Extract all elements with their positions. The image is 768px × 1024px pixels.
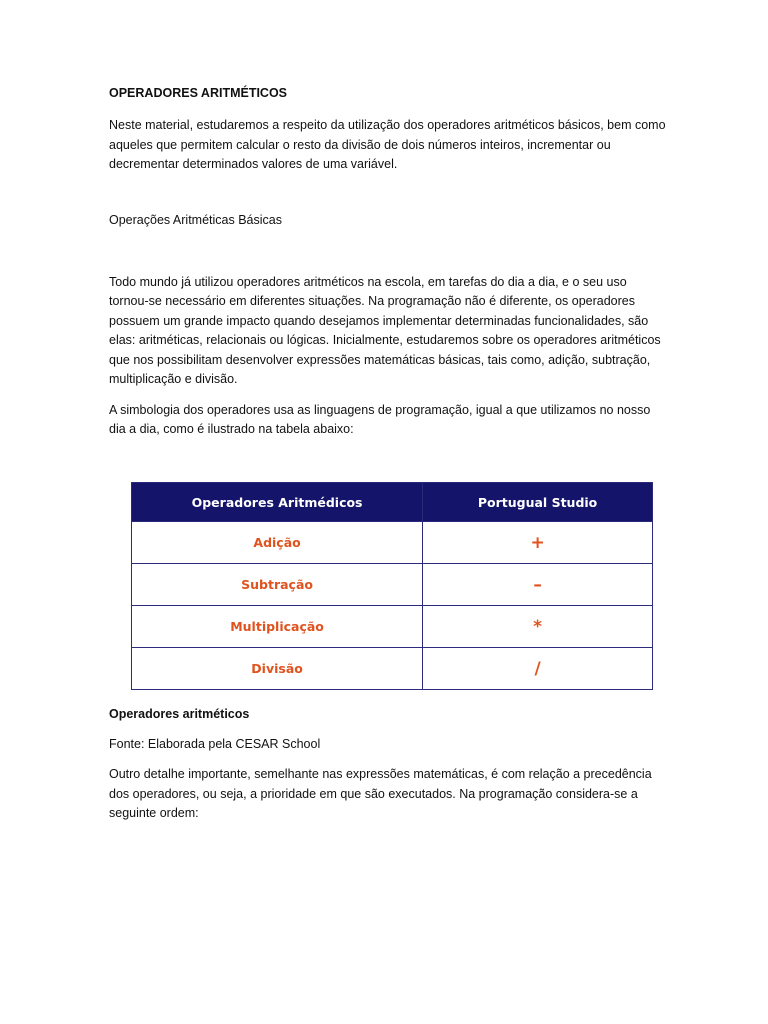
body-paragraph-1: Todo mundo já utilizou operadores aritméticos na escola, em tarefas do dia a dia, e o seu uso tornou-se necessário em diferentes situações. Na programação não é diferente, os operadores possuem um grande impacto quando desejamos implementar determinadas funcionalidades, são elas: aritméticas, relacionais ou lógicas. Inicialmente, estudaremos sobre os operadores aritméticos que nos possibilitam desenvolver expressões matemáticas básicas, tais como, adição, subtração, multiplicação e divisão.	[109, 274, 661, 386]
document-body-continued	[109, 705, 669, 824]
table-row	[132, 606, 653, 648]
table-header-operators: Operadores Aritmédicos	[132, 483, 423, 522]
body-paragraph-3: Outro detalhe importante, semelhante nas expressões matemáticas, é com relação a precedência dos operadores, ou seja, a prioridade em que são executados. Na programação considera-se a seguinte ordem:	[109, 767, 652, 820]
table-header-studio: Portugual Studio	[423, 483, 653, 522]
table-cell-operator-symbol: /	[423, 648, 653, 690]
document-body	[109, 84, 669, 480]
table-cell-operator-symbol: *	[423, 606, 653, 648]
intro-paragraph: Neste material, estudaremos a respeito da utilização dos operadores aritméticos básicos, bem como aqueles que permitem calcular o resto da divisão de dois números inteiros, incrementar ou decrementar determinados valores de uma variável.	[109, 118, 666, 171]
body-paragraph-2: A simbologia dos operadores usa as linguagens de programação, igual a que utilizamos no nosso dia a dia, como é ilustrado na tabela abaixo:	[109, 402, 651, 436]
operators-table	[131, 482, 653, 690]
table-row	[132, 648, 653, 690]
table-header-row	[132, 483, 653, 522]
section-heading: Operações Aritméticas Básicas	[109, 212, 282, 227]
table-cell-operator-name: Adição	[132, 522, 423, 564]
table-row	[132, 564, 653, 606]
table-cell-operator-name: Divisão	[132, 648, 423, 690]
table-caption: Operadores aritméticos	[109, 707, 250, 721]
table-cell-operator-symbol: –	[423, 564, 653, 606]
document-title: OPERADORES ARITMÉTICOS	[109, 86, 288, 100]
table-cell-operator-name: Multiplicação	[132, 606, 423, 648]
table-row	[132, 522, 653, 564]
table-source: Fonte: Elaborada pela CESAR School	[109, 737, 321, 751]
table-cell-operator-name: Subtração	[132, 564, 423, 606]
operators-table-figure	[131, 482, 653, 690]
table-cell-operator-symbol: +	[423, 522, 653, 564]
